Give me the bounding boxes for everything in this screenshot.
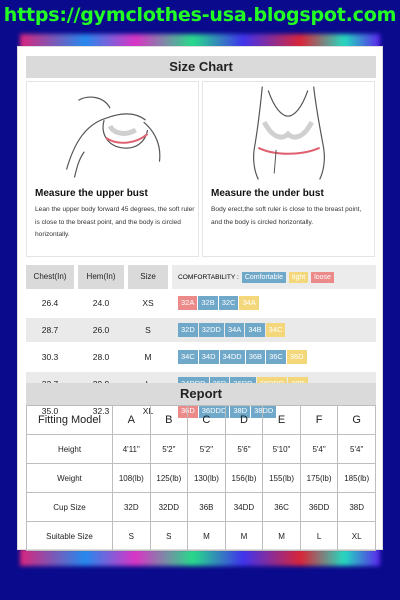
weight-cell: 175(lb) — [300, 464, 338, 493]
weight-label: Weight — [27, 464, 113, 493]
cup-cell: 32D — [113, 493, 151, 522]
cup-chip: 36DDD — [199, 404, 230, 418]
height-label: Height — [27, 435, 113, 464]
cup-chip: 32D — [178, 323, 198, 337]
cup-chip: 34B — [245, 323, 264, 337]
cup-chip: 36D — [178, 404, 198, 418]
cup-chip: 32B — [198, 296, 217, 310]
cup-chip: 38DD — [251, 404, 276, 418]
model-cell: C — [188, 406, 226, 435]
comfort-label: COMFORTABILITY : — [178, 273, 239, 281]
height-cell: 5'2" — [150, 435, 188, 464]
weight-cell: 130(lb) — [188, 464, 226, 493]
model-cell: D — [225, 406, 263, 435]
model-cell: G — [338, 406, 376, 435]
cup-chip: 36C — [266, 350, 286, 364]
chest-value: 26.4 — [41, 298, 59, 308]
suitable-cell: M — [188, 522, 226, 551]
size-value: M — [144, 352, 152, 362]
size-value: XL — [142, 406, 154, 416]
loose-chip: loose — [311, 272, 334, 283]
header-chest: Chest(In) — [26, 265, 74, 289]
height-cell: 5'10" — [263, 435, 301, 464]
hem-value: 24.0 — [92, 298, 110, 308]
cup-list — [178, 323, 285, 337]
comfortable-chip: Comfortable — [242, 272, 286, 283]
model-cell: B — [150, 406, 188, 435]
report-row-models — [27, 406, 376, 435]
cup-list — [178, 350, 307, 364]
suitable-cell: L — [300, 522, 338, 551]
size-chart-title: Size Chart — [26, 56, 376, 78]
cup-list — [178, 296, 259, 310]
weight-cell: 185(lb) — [338, 464, 376, 493]
hem-value: 32.3 — [92, 406, 110, 416]
weight-cell: 155(lb) — [263, 464, 301, 493]
size-row — [26, 291, 376, 315]
cup-chip: 34A — [239, 296, 258, 310]
cup-chip: 32A — [178, 296, 197, 310]
measure-upper-title: Measure the upper bust — [35, 188, 148, 199]
cup-chip: 36D — [287, 350, 307, 364]
height-cell: 4'11" — [113, 435, 151, 464]
cup-cell: 38D — [338, 493, 376, 522]
suitable-cell: S — [150, 522, 188, 551]
report-title: Report — [26, 383, 376, 405]
size-value: S — [145, 325, 151, 335]
chest-value: 30.3 — [41, 352, 59, 362]
cup-cell: 36B — [188, 493, 226, 522]
size-chart-image — [17, 46, 383, 550]
measure-upper-desc: Lean the upper body forward 45 degrees, the soft ruler is close to the breast point, and the body is circled horizontally. — [35, 206, 195, 238]
hem-value: 26.0 — [92, 325, 110, 335]
suitable-size-label: Suitable Size — [27, 522, 113, 551]
header-hem: Hem(In) — [78, 265, 124, 289]
size-value: XS — [142, 298, 154, 308]
under-bust-figure-icon — [203, 82, 374, 180]
suitable-cell: M — [263, 522, 301, 551]
height-cell: 5'4" — [300, 435, 338, 464]
cup-chip: 32C — [219, 296, 239, 310]
measure-under-title: Measure the under bust — [211, 188, 324, 199]
measure-under-desc: Body erect,the soft ruler is close to the breast point, and the body is circled horizontally. — [211, 206, 362, 226]
report-row-weight — [27, 464, 376, 493]
suitable-cell: M — [225, 522, 263, 551]
report-table — [26, 405, 376, 551]
chest-value: 35.0 — [41, 406, 59, 416]
cup-chip: 34DD — [220, 350, 245, 364]
fitting-model-label: Fitting Model — [27, 406, 113, 435]
weight-cell: 108(lb) — [113, 464, 151, 493]
site-url[interactable]: https://gymclothes-usa.blogspot.com — [3, 4, 397, 26]
cup-size-label: Cup Size — [27, 493, 113, 522]
suitable-cell: S — [113, 522, 151, 551]
tight-chip: tight — [289, 272, 308, 283]
measure-upper-panel — [26, 81, 199, 257]
cup-chip: 38D — [230, 404, 250, 418]
chest-value: 28.7 — [41, 325, 59, 335]
weight-cell: 156(lb) — [225, 464, 263, 493]
measure-under-panel — [202, 81, 375, 257]
height-cell: 5'6" — [225, 435, 263, 464]
report-row-suitable — [27, 522, 376, 551]
cup-chip: 36B — [246, 350, 265, 364]
weight-cell: 125(lb) — [150, 464, 188, 493]
height-cell: 5'2" — [188, 435, 226, 464]
comfortability-legend — [172, 265, 376, 289]
header-size: Size — [128, 265, 168, 289]
cup-cell: 36DD — [300, 493, 338, 522]
model-cell: E — [263, 406, 301, 435]
cup-cell: 32DD — [150, 493, 188, 522]
cup-cell: 34DD — [225, 493, 263, 522]
model-cell: A — [113, 406, 151, 435]
report-row-height — [27, 435, 376, 464]
model-cell: F — [300, 406, 338, 435]
cup-cell: 36C — [263, 493, 301, 522]
height-cell: 5'4" — [338, 435, 376, 464]
cup-chip: 34A — [225, 323, 244, 337]
cup-chip: 34D — [199, 350, 219, 364]
upper-bust-figure-icon — [27, 82, 198, 180]
cup-chip: 32DD — [199, 323, 224, 337]
suitable-cell: XL — [338, 522, 376, 551]
cup-chip: 34C — [266, 323, 286, 337]
report-row-cup — [27, 493, 376, 522]
size-row — [26, 345, 376, 369]
cup-chip: 34C — [178, 350, 198, 364]
size-row — [26, 318, 376, 342]
hem-value: 28.0 — [92, 352, 110, 362]
